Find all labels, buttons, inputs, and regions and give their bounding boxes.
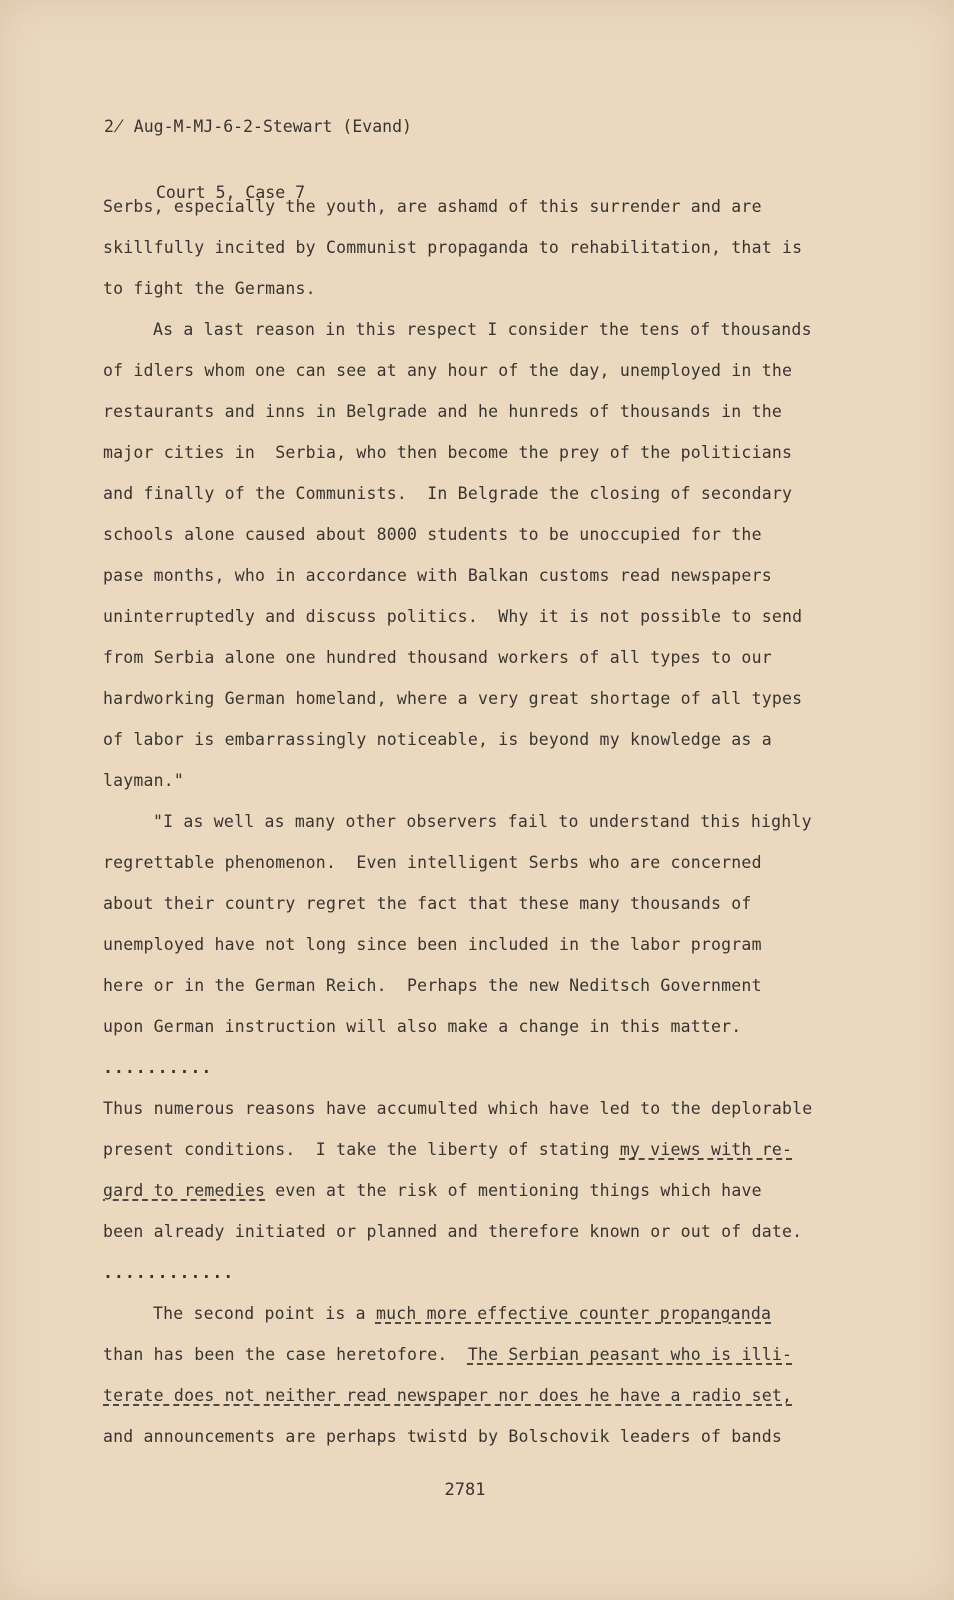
text-line: regrettable phenomenon. Even intelligent Serbs who are concerned bbox=[103, 853, 762, 872]
text-line: and announcements are perhaps twistd by Bolschovik leaders of bands bbox=[103, 1427, 782, 1446]
text-line: schools alone caused about 8000 students to be unoccupied for the bbox=[103, 525, 762, 544]
text-line: unemployed have not long since been included in the labor program bbox=[103, 935, 762, 954]
text-line: Serbs, especially the youth, are ashamd of this surrender and are bbox=[103, 197, 762, 216]
text-line: present conditions. I take the liberty of stating my views with re- bbox=[103, 1140, 793, 1159]
text-line: of idlers whom one can see at any hour of the day, unemployed in the bbox=[103, 361, 793, 380]
underlined-phrase: gard to remedies bbox=[103, 1181, 266, 1200]
text-line: from Serbia alone one hundred thousand workers of all types to our bbox=[103, 648, 772, 667]
text-line: of labor is embarrassingly noticeable, is beyond my knowledge as a bbox=[103, 730, 772, 749]
text-line: and finally of the Communists. In Belgrade the closing of secondary bbox=[103, 484, 793, 503]
text-line: hardworking German homeland, where a very great shortage of all types bbox=[103, 689, 803, 708]
text-line: skillfully incited by Communist propaganda to rehabilitation, that is bbox=[103, 238, 803, 257]
underlined-phrase: my views with re- bbox=[619, 1140, 793, 1159]
text-line: about their country regret the fact that these many thousands of bbox=[103, 894, 752, 913]
text-line: gard to remedies even at the risk of mentioning things which have bbox=[103, 1181, 762, 1200]
text-line: to fight the Germans. bbox=[103, 279, 316, 298]
text-line: "I as well as many other observers fail to understand this highly bbox=[153, 812, 812, 831]
text-line: than has been the case heretofore. The Serbian peasant who is illi- bbox=[103, 1345, 793, 1364]
underlined-phrase: much more effective counter propanganda bbox=[375, 1304, 772, 1323]
page-number: 2781 bbox=[444, 1480, 486, 1500]
text-line: major cities in Serbia, who then become the prey of the politicians bbox=[103, 443, 793, 462]
header-court-case-line: Court 5, Case 7 bbox=[156, 183, 306, 202]
ellipsis-separator: ............ bbox=[103, 1263, 235, 1282]
text-line: As a last reason in this respect I consider the tens of thousands bbox=[153, 320, 812, 339]
text-line: layman." bbox=[103, 771, 185, 790]
text-line bbox=[103, 1381, 843, 1422]
text-line: restaurants and inns in Belgrade and he hunreds of thousands in the bbox=[103, 402, 782, 421]
underlined-phrase: terate does not neither read newspaper nor does he have a radio set, bbox=[103, 1386, 793, 1405]
header-reference-line: 2̸ Aug-M-MJ-6-2-Stewart (Evand) bbox=[104, 117, 412, 136]
text-line: here or in the German Reich. Perhaps the new Neditsch Government bbox=[103, 976, 762, 995]
underlined-phrase: The Serbian peasant who is illi- bbox=[467, 1345, 793, 1364]
text-line: upon German instruction will also make a change in this matter. bbox=[103, 1017, 742, 1036]
text-line: Thus numerous reasons have accumulted which have led to the deplorable bbox=[103, 1099, 813, 1118]
ellipsis-separator: .......... bbox=[103, 1058, 213, 1077]
document-body bbox=[103, 192, 843, 1463]
text-line: pase months, who in accordance with Balkan customs read newspapers bbox=[103, 566, 772, 585]
text-line: The second point is a much more effective counter propanganda bbox=[153, 1304, 772, 1323]
text-line: uninterruptedly and discuss politics. Why it is not possible to send bbox=[103, 607, 803, 626]
text-line: been already initiated or planned and therefore known or out of date. bbox=[103, 1222, 803, 1241]
